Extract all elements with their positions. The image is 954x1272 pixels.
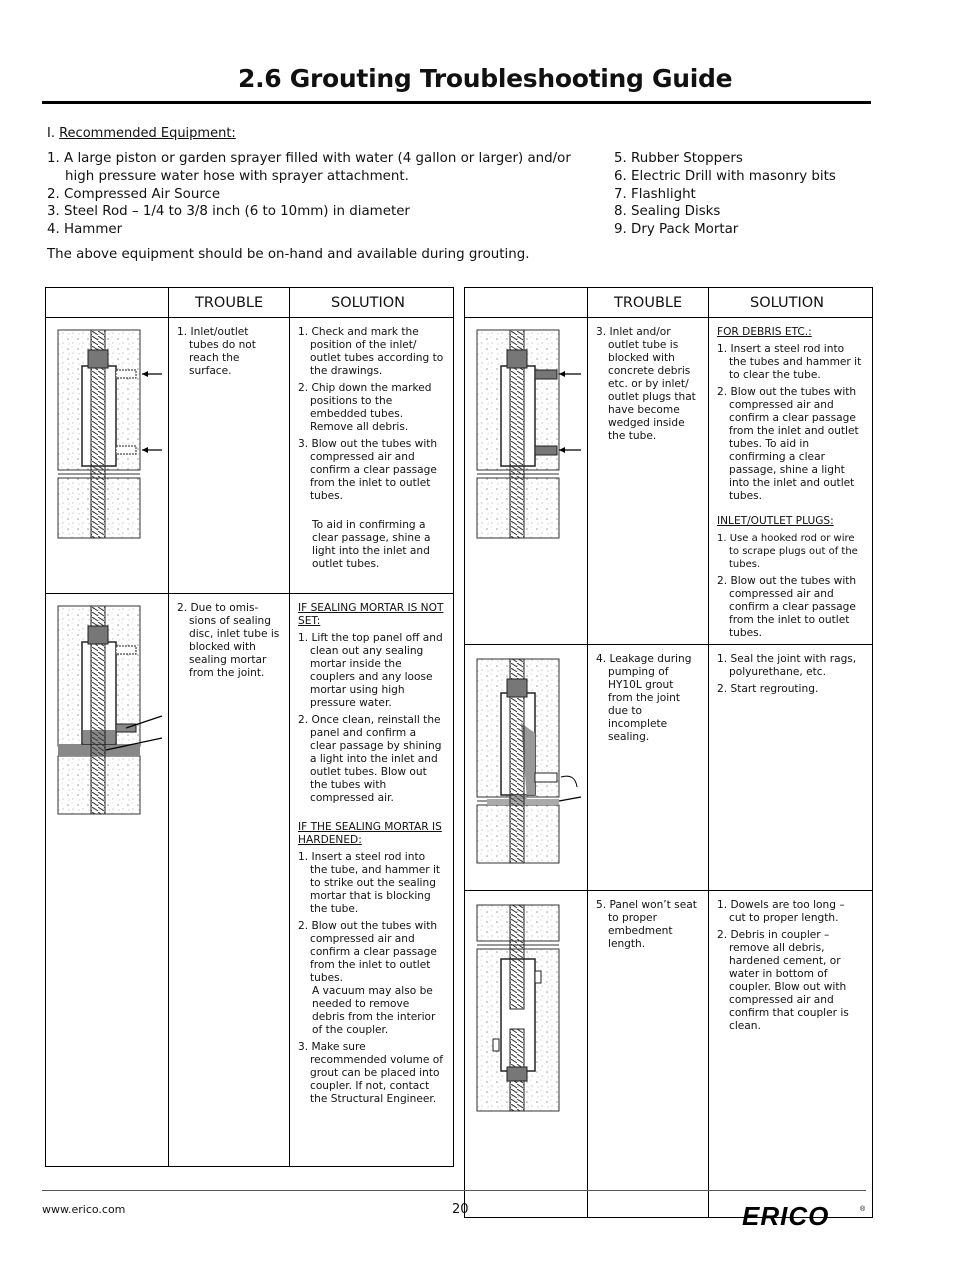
- diagram-cell: [465, 645, 588, 891]
- equipment-heading-text: Recommended Equipment:: [59, 126, 236, 141]
- solution-step: 1. Insert a steel rod into the tube, and hammer it to strike out the sealing mortar that is blocking the tube.: [298, 851, 441, 915]
- solution-step: 2. Start regrouting.: [717, 683, 819, 695]
- header-trouble: TROUBLE: [588, 288, 709, 318]
- trouble-cell: [588, 891, 709, 1218]
- equipment-item: 8. Sealing Disks: [614, 204, 721, 220]
- logo-mark: ®: [860, 1206, 866, 1213]
- header-blank: [46, 288, 169, 318]
- solution-section-heading: FOR DEBRIS ETC.:: [717, 326, 812, 338]
- equipment-item: 7. Flashlight: [614, 186, 696, 202]
- header-solution: SOLUTION: [290, 288, 454, 318]
- equipment-prefix: I.: [47, 126, 55, 141]
- coupler-diagram-5: [475, 899, 585, 1113]
- solution-section-heading: INLET/OUTLET PLUGS:: [717, 515, 834, 527]
- trouble-text: 3. Inlet and/or outlet tube is blocked with concrete debris etc. or by inlet/ outlet plugs that have become wedged inside the tube.: [596, 326, 696, 442]
- solution-step: 2. Blow out the tubes with compressed air and confirm a clear passage from the inlet to outlet tubes.: [717, 575, 857, 639]
- solution-cell: [709, 891, 873, 1218]
- solution-step: 2. Chip down the marked positions to the embedded tubes. Remove all debris.: [298, 382, 432, 433]
- trouble-text: 5. Panel won’t seat to proper embedment length.: [596, 899, 697, 950]
- coupler-diagram-1: [56, 326, 166, 540]
- logo-text: ERICO: [742, 1203, 830, 1229]
- trouble-cell: [588, 318, 709, 645]
- trouble-cell: [169, 594, 290, 1167]
- trouble-cell: [169, 318, 290, 594]
- trouble-text: 2. Due to omis- sions of sealing disc, inlet tube is blocked with sealing mortar from the joint.: [177, 602, 280, 679]
- solution-step: 2. Blow out the tubes with compressed air and confirm a clear passage from the inlet to outlet tubes.: [298, 920, 438, 984]
- solution-note: To aid in confirming a clear passage, shine a light into the inlet and outlet tubes.: [312, 519, 431, 570]
- trouble-text: 1. Inlet/outlet tubes do not reach the surface.: [177, 326, 256, 377]
- solution-cell: [290, 594, 454, 1167]
- solution-step: 1. Check and mark the position of the inlet/ outlet tubes according to the drawings.: [298, 326, 444, 377]
- equipment-item: 9. Dry Pack Mortar: [614, 222, 739, 238]
- diagram-cell: [465, 891, 588, 1218]
- equipment-heading: [47, 126, 236, 141]
- footer-url[interactable]: www.erico.com: [42, 1203, 126, 1216]
- erico-logo: [740, 1203, 868, 1229]
- header-blank: [465, 288, 588, 318]
- equipment-item: 2. Compressed Air Source: [47, 186, 221, 202]
- equipment-note: The above equipment should be on-hand and available during grouting.: [47, 247, 530, 262]
- solution-step: 3. Blow out the tubes with compressed air and confirm a clear passage from the inlet to outlet tubes.: [298, 438, 438, 502]
- equipment-item: 6. Electric Drill with masonry bits: [614, 168, 836, 184]
- diagram-cell: [46, 318, 169, 594]
- troubleshooting-table-left: [45, 287, 454, 1167]
- equipment-list-right: [614, 150, 874, 239]
- solution-step: 1. Seal the joint with rags, polyurethane, etc.: [717, 653, 857, 678]
- coupler-diagram-4: [475, 653, 585, 867]
- troubleshooting-table-right: [464, 287, 873, 1218]
- solution-step: 2. Blow out the tubes with compressed air and confirm a clear passage from the inlet and outlet tubes. To aid in confirming a clear passage, shine a light into the inlet and outlet tubes.: [717, 386, 859, 502]
- equipment-item: 4. Hammer: [47, 222, 123, 238]
- equipment-item: 3. Steel Rod – 1/4 to 3/8 inch (6 to 10mm) in diameter: [47, 204, 410, 220]
- diagram-cell: [465, 318, 588, 645]
- solution-note: A vacuum may also be needed to remove debris from the interior of the coupler.: [312, 985, 436, 1036]
- solution-step: 3. Make sure recommended volume of grout can be placed into coupler. If not, contact the Structural Engineer.: [298, 1041, 443, 1105]
- solution-cell: [290, 318, 454, 594]
- coupler-diagram-2: [56, 602, 166, 816]
- solution-step: 1. Lift the top panel off and clean out any sealing mortar inside the couplers and any loose mortar using high pressure water.: [298, 632, 443, 709]
- solution-step: 1. Dowels are too long – cut to proper length.: [717, 899, 845, 924]
- coupler-diagram-3: [475, 326, 585, 540]
- trouble-text: 4. Leakage during pumping of HY10L grout from the joint due to incomplete sealing.: [596, 653, 692, 743]
- solution-section-heading: IF SEALING MORTAR IS NOT SET:: [298, 602, 444, 627]
- header-solution: SOLUTION: [709, 288, 873, 318]
- solution-step: 2. Debris in coupler – remove all debris, hardened cement, or water in bottom of coupler. Blow out with compressed air and confirm that coupler is clean.: [717, 929, 849, 1032]
- equipment-list-left: [47, 150, 592, 239]
- diagram-cell: [46, 594, 169, 1167]
- solution-section-heading: IF THE SEALING MORTAR IS HARDENED:: [298, 821, 442, 846]
- page-title: 2.6 Grouting Troubleshooting Guide: [238, 64, 733, 93]
- trouble-cell: [588, 645, 709, 891]
- solution-cell: [709, 318, 873, 645]
- page-number: 20: [452, 1202, 469, 1217]
- title-rule: [42, 101, 871, 104]
- solution-step: 1. Insert a steel rod into the tubes and hammer it to clear the tube.: [717, 343, 862, 381]
- header-trouble: TROUBLE: [169, 288, 290, 318]
- solution-step: 2. Once clean, reinstall the panel and confirm a clear passage by shining a light into the inlet and outlet tubes. Blow out the tubes with compressed air.: [298, 714, 442, 804]
- equipment-item: 1. A large piston or garden sprayer filled with water (4 gallon or larger) and/or high pressure water hose with sprayer attachment.: [47, 151, 571, 184]
- equipment-item: 5. Rubber Stoppers: [614, 151, 743, 166]
- footer-rule: [42, 1190, 866, 1191]
- solution-step: 1. Use a hooked rod or wire to scrape plugs out of the tubes.: [717, 533, 858, 570]
- solution-cell: [709, 645, 873, 891]
